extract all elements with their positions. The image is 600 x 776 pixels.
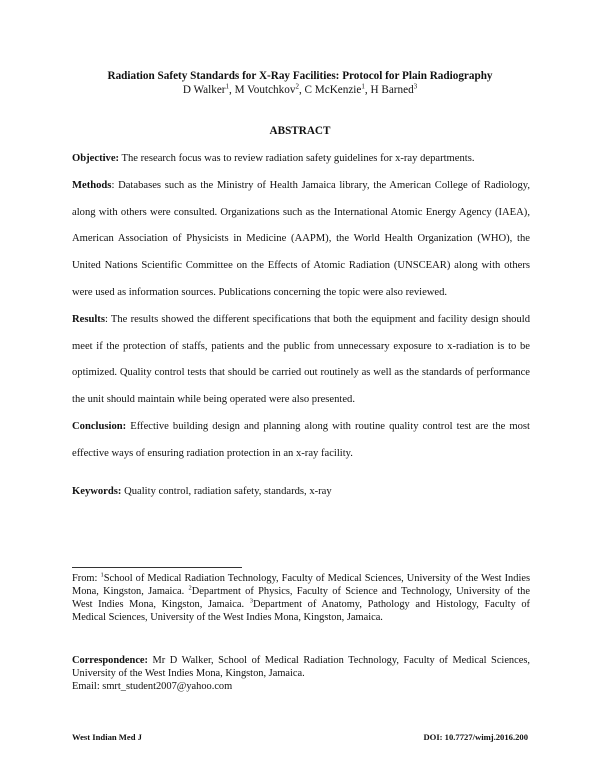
affiliations-note [72,572,530,624]
author-affiliation-mark: 2 [295,82,299,91]
author-name: C McKenzie [304,84,362,96]
results-text: : The results showed the different specifications that both the equipment and facility design should meet if the protection of staffs, patients and the public from unnecessary exposure to x-radiation is to be optimized. Quality control tests that should be carried out routinely as well as the standards of performance the unit should maintain while being operated were also presented. [72,313,530,406]
methods-text: : Databases such as the Ministry of Health Jamaica library, the American College of Radiology, along with others were consulted. Organizations such as the International Atomic Energy Agency (IAEA), American Association of Physicists in Medicine (AAPM), the World Health Organization (WHO), the United Nations Scientific Committee on the Effects of Atomic Radiation (UNSCEAR) along with others were used as information sources. Publications concerning the topic were also reviewed. [72,179,530,298]
methods-paragraph [72,173,530,307]
author-list: D Walker$^1$, M Voutchkov$^2$, C McKenzie$^1$, H Barned$^3$ [182,82,418,96]
author-name: M Voutchkov [234,84,296,96]
objective-text: The research focus was to review radiation safety guidelines for x-ray departments. [119,153,475,164]
correspondence-email: Email: smrt_student2007@yahoo.com [72,681,233,693]
author-name: D Walker [182,84,226,96]
correspondence-note [72,654,530,693]
abstract-heading: ABSTRACT [269,125,331,137]
results-label: Results [72,313,105,325]
conclusion-label: Conclusion: [72,420,127,432]
footer-doi: DOI: 10.7727/wimj.2016.200 [423,732,528,742]
affiliation-text: Department of Anatomy, Pathology and Histology, Faculty of Medical Sciences, University of the West Indies Mona, Kingston, Jamaica. [72,599,530,624]
footer-journal: West Indian Med J [72,732,142,742]
affiliation-text: Department of Physics, Faculty of Science and Technology, University of the West Indies Mona, Kingston, Jamaica. [72,586,530,611]
results-paragraph [72,307,530,414]
author-affiliation-mark: 1 [361,82,365,91]
objective-paragraph [72,146,530,173]
keywords-paragraph [72,479,530,506]
objective-label: Objective: [72,153,120,164]
affiliations-prefix: From: [72,573,101,584]
correspondence-label: Correspondence: [72,655,148,666]
correspondence-text: Mr D Walker, School of Medical Radiation Technology, Faculty of Medical Sciences, University of the West Indies Mona, Kingston, Jamaica. [72,655,530,680]
correspondence-address [72,654,530,680]
paper-title: Radiation Safety Standards for X-Ray Facilities: Protocol for Plain Radiography [107,70,493,82]
author-affiliation-mark: 3 [413,82,418,91]
keywords-text: Quality control, radiation safety, standards, x-ray [121,485,332,497]
conclusion-text: Effective building design and planning along with routine quality control test are the most effective ways of ensuring radiation protection in an x-ray facility. [72,420,530,459]
conclusion-paragraph [72,414,530,468]
abstract-body [72,146,530,505]
affiliation-mark: 3 [249,597,253,605]
paragraph-gap [72,468,530,479]
affiliation-mark: 1 [100,571,104,579]
keywords-label: Keywords: [72,485,122,497]
methods-label: Methods [72,179,112,191]
author-affiliation-mark: 1 [225,82,230,91]
affiliation-text: School of Medical Radiation Technology, Faculty of Medical Sciences, University of the West Indies Mona, Kingston, Jamaica. [72,573,530,598]
affiliation-mark: 2 [188,584,192,592]
author-name: H Barned [370,84,414,96]
footnote-divider [72,567,242,568]
